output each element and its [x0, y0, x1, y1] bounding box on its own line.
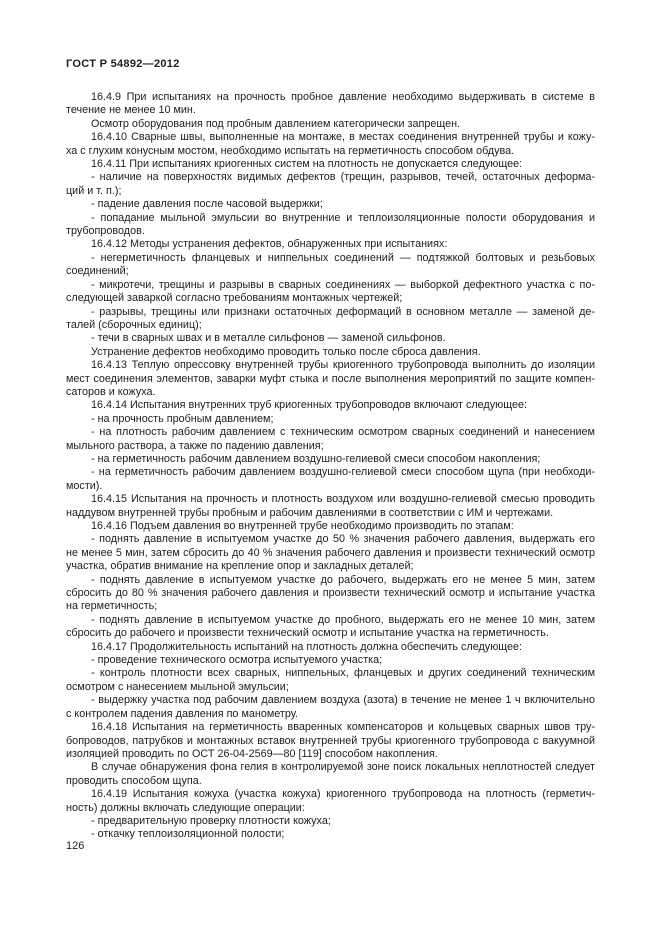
paragraph [66, 493, 595, 520]
paragraph [66, 614, 595, 641]
paragraph [66, 828, 595, 841]
text-line: Осмотр оборудования под пробным давлением категорически запрещен. [91, 117, 461, 130]
text-line: ха с глухим конусным мостом, необходимо испытать на герметичность способом обдува. [66, 144, 515, 157]
text-line: 16.4.9 При испытаниях на прочность пробное давление необходимо выдерживать в системе в [91, 91, 595, 103]
paragraph [66, 788, 595, 815]
text-line: трубопроводов. [66, 225, 145, 238]
text-line: - течи в сварных швах и в металле сильфонов — заменой сильфонов. [91, 332, 446, 345]
text-line: мыльного раствора, а также по падению давления; [66, 439, 324, 452]
paragraph [66, 654, 595, 667]
text-line: - поднять давление в испытуемом участке до рабочего, выдержать его не менее 5 мин, затем [91, 573, 595, 586]
text-line: участка, обратив внимание на крепление опор и закладных деталей; [66, 560, 414, 573]
text-line: следующей заваркой согласно требованиям монтажных чертежей; [66, 292, 403, 305]
document-body [66, 91, 595, 842]
text-line: мест соединения элементов, заварки муфт стыка и после выполнения мероприятий по защите компен- [66, 372, 595, 385]
text-line: течение не менее 10 мин. [66, 104, 196, 117]
paragraph [66, 359, 595, 399]
paragraph [66, 131, 595, 158]
text-line: - наличие на поверхностях видимых дефектов (трещин, разрывов, течей, остаточных деформа- [91, 171, 595, 184]
paragraph [66, 158, 595, 171]
paragraph [66, 306, 595, 333]
paragraph [66, 118, 595, 131]
text-line: осмотром с нанесением мыльной эмульсии; [66, 680, 289, 693]
paragraph [66, 212, 595, 239]
text-line: талей (сборочных единиц); [66, 318, 202, 331]
paragraph [66, 346, 595, 359]
text-line: Устранение дефектов необходимо проводить только после сброса давления. [91, 345, 481, 358]
paragraph [66, 721, 595, 761]
paragraph [66, 466, 595, 493]
text-line: с контролем падения давления по манометру. [66, 707, 299, 720]
text-line: 16.4.11 При испытаниях криогенных систем на плотность не допускается следующее: [91, 158, 523, 171]
text-line: - поднять давление в испытуемом участке до 50 % значения рабочего давления, выдержать его [91, 533, 595, 546]
paragraph [66, 279, 595, 306]
paragraph [66, 91, 595, 118]
paragraph [66, 413, 595, 426]
paragraph [66, 761, 595, 788]
paragraph [66, 198, 595, 211]
text-line: 16.4.19 Испытания кожуха (участка кожуха) криогенного трубопровода на плотность (герметич- [91, 788, 595, 801]
text-line: сбросить до 80 % значения рабочего давления и произвести технический осмотр и испытание участка [66, 587, 595, 600]
text-line: - на герметичность рабочим давлением воздушно-гелиевой смеси способом накопления; [91, 452, 541, 465]
text-line: не менее 5 мин, затем сбросить до 40 % значения рабочего давления и произвести технический осмотр [66, 546, 595, 559]
text-line: сбросить до рабочего и произвести технический осмотр и испытание участка на герметичность. [66, 627, 549, 640]
text-line: 16.4.12 Методы устранения дефектов, обнаруженных при испытаниях: [91, 238, 448, 251]
text-line: - проведение технического осмотра испытуемого участка; [91, 654, 383, 667]
text-line: - на прочность пробным давлением; [91, 412, 274, 425]
text-line: наддувом внутренней трубы пробным и рабочим давлениями в соответствии с ИМ и чертежами. [66, 506, 554, 519]
text-line: В случае обнаружения фона гелия в контролируемой зоне поиск локальных неплотностей следует [91, 761, 595, 774]
paragraph [66, 453, 595, 466]
text-line: мости). [66, 479, 103, 492]
text-line: изоляцией проводить по ОСТ 26-04-2569—80 [119] способом накопления. [66, 747, 438, 760]
standard-number-header: ГОСТ Р 54892—2012 [66, 58, 180, 70]
text-line: - на плотность рабочим давлением с техническим осмотром сварных соединений и нанесением [91, 426, 595, 439]
text-line: ций и т. п.); [66, 184, 122, 197]
text-line: - негерметичность фланцевых и ниппельных соединений — подтяжкой болтовых и резьбовых [91, 251, 595, 264]
text-line: 16.4.13 Теплую опрессовку внутренней трубы криогенного трубопровода выполнить до изоляции [91, 359, 595, 372]
text-line: - предварительную проверку плотности кожуха; [91, 814, 331, 827]
paragraph [66, 332, 595, 345]
text-line: - разрывы, трещины или признаки остаточных деформаций в основном металле — заменой де- [91, 305, 595, 318]
page-number: 126 [66, 840, 85, 852]
text-line: 16.4.15 Испытания на прочность и плотность воздухом или воздушно-гелиевой смесью проводить [91, 493, 595, 506]
paragraph [66, 399, 595, 412]
paragraph [66, 641, 595, 654]
text-line: 16.4.18 Испытания на герметичность вваренных компенсаторов и кольцевых сварных швов тру- [91, 721, 595, 734]
paragraph [66, 171, 595, 198]
text-line: - попадание мыльной эмульсии во внутренние и теплоизоляционные полости оборудования и [91, 211, 595, 224]
text-line: саторов и кожуха. [66, 385, 156, 398]
paragraph [66, 238, 595, 251]
text-line: - выдержку участка под рабочим давлением воздуха (азота) в течение не менее 1 ч включительно [91, 694, 595, 707]
paragraph [66, 574, 595, 614]
text-line: 16.4.17 Продолжительность испытаний на плотность должна обеспечить следующее: [91, 640, 523, 653]
paragraph [66, 667, 595, 694]
text-line: - контроль плотности всех сварных, ниппельных, фланцевых и других соединений техническим [91, 667, 595, 680]
text-line: ность) должны включать следующие операции: [66, 801, 305, 814]
paragraph [66, 252, 595, 279]
paragraph [66, 533, 595, 573]
text-line: проводить способом щупа. [66, 774, 202, 787]
paragraph [66, 694, 595, 721]
text-line: 16.4.16 Подъем давления во внутренней трубе необходимо производить по этапам: [91, 520, 514, 532]
text-line: - падение давления после часовой выдержки; [91, 198, 323, 211]
text-line: 16.4.14 Испытания внутренних труб криогенных трубопроводов включают следующее: [91, 399, 527, 412]
text-line: - микротечи, трещины и разрывы в сварных соединениях — выборкой дефектного участка с по- [91, 278, 595, 291]
text-line: - поднять давление в испытуемом участке до пробного, выдержать его не менее 10 мин, затем [91, 613, 595, 626]
text-line: на герметичность; [66, 600, 158, 613]
text-line: - на герметичность рабочим давлением воздушно-гелиевой смеси способом щупа (при необходи- [91, 466, 595, 479]
text-line: соединений; [66, 265, 129, 278]
text-line: - откачку теплоизоляционной полости; [91, 828, 285, 841]
paragraph [66, 520, 595, 533]
paragraph [66, 426, 595, 453]
text-line: бопроводов, патрубков и монтажных вставок внутренней трубы криогенного трубопровода с вакуумной [66, 734, 595, 747]
text-line: 16.4.10 Сварные швы, выполненные на монтаже, в местах соединения внутренней трубы и кожу- [91, 131, 595, 144]
paragraph [66, 815, 595, 828]
